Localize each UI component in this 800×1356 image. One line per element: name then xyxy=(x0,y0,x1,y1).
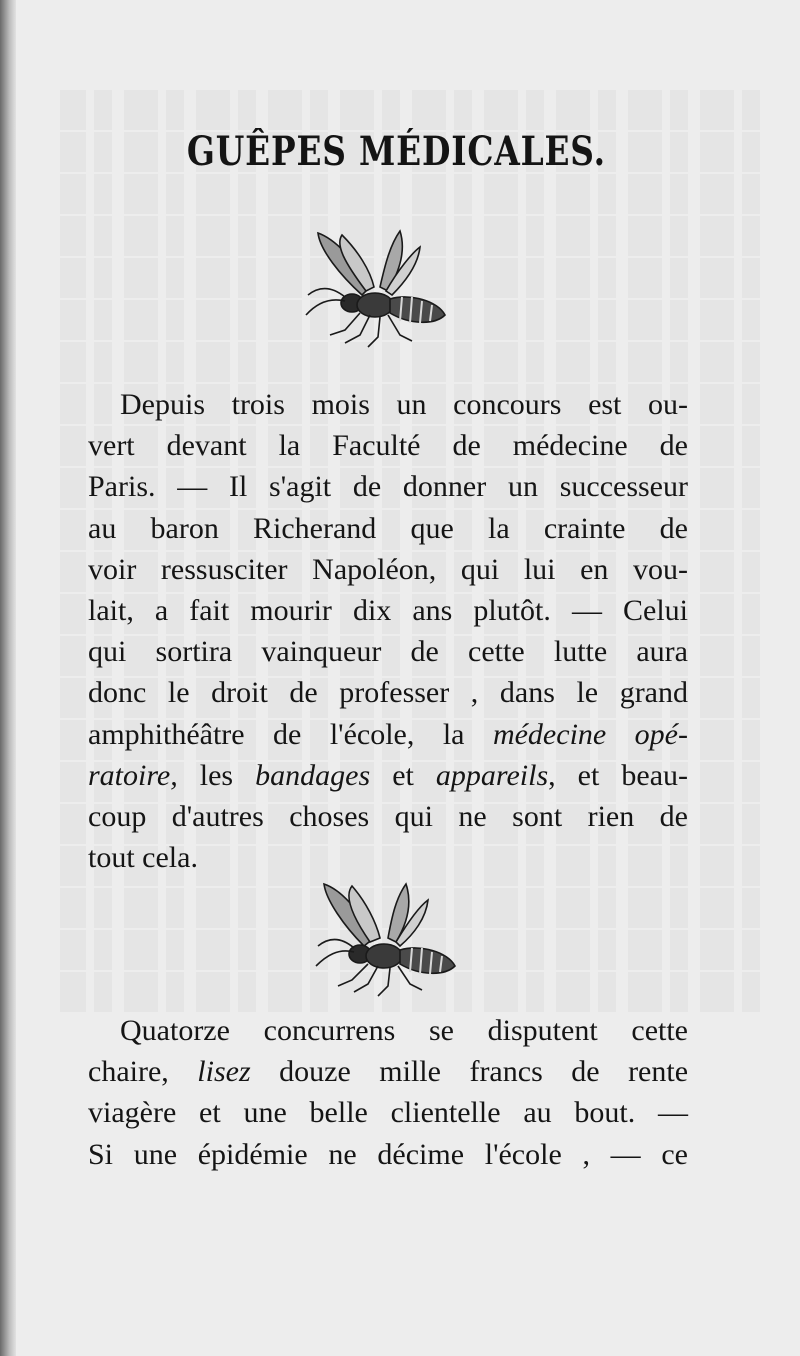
text-line xyxy=(88,714,688,755)
italic-run: lisez xyxy=(197,1055,251,1089)
italic-run: ratoire, xyxy=(88,758,178,792)
text-line: tout cela. xyxy=(88,841,198,875)
text-run: , et beau- xyxy=(548,758,689,792)
text-line: qui sortira vainqueur de cette lutte aura xyxy=(88,635,688,669)
page-gutter-shadow xyxy=(0,0,16,1356)
text-run: les xyxy=(177,758,256,792)
wasp-icon xyxy=(312,878,462,1003)
text-line: lait, a fait mourir dix ans plutôt. — Celui xyxy=(88,593,688,627)
wasp-icon xyxy=(300,225,450,355)
text-run: amphithéâtre de l'école, la xyxy=(88,717,465,751)
text-line: coup d'autres choses qui ne sont rien de xyxy=(88,799,688,833)
paragraph-2 xyxy=(88,1010,688,1175)
text-run: chaire, xyxy=(88,1055,169,1089)
italic-run: appareils xyxy=(435,758,549,792)
text-line: Paris. — Il s'agit de donner un successeur xyxy=(88,470,688,504)
text-line xyxy=(88,755,688,796)
text-line: voir ressusciter Napoléon, qui lui en vou- xyxy=(88,552,688,586)
italic-run: médecine opé- xyxy=(492,717,688,751)
text-line: vert devant la Faculté de médecine de xyxy=(88,429,688,463)
text-line: Depuis trois mois un concours est ou- xyxy=(120,388,688,421)
text-line: Si une épidémie ne décime l'école , — ce xyxy=(88,1137,688,1171)
paragraph-1 xyxy=(88,384,688,878)
text-run: et xyxy=(370,758,436,792)
italic-run: bandages xyxy=(255,758,371,792)
page-title: GUÊPES MÉDICALES. xyxy=(186,128,606,175)
text-run: douze mille francs de rente xyxy=(279,1055,689,1089)
text-line: donc le droit de professer , dans le grand xyxy=(88,676,688,710)
text-line xyxy=(88,1051,688,1092)
text-line: Quatorze concurrens se disputent cette xyxy=(120,1014,688,1047)
text-line: viagère et une belle clientelle au bout. — xyxy=(88,1096,688,1130)
text-line: au baron Richerand que la crainte de xyxy=(88,511,688,545)
